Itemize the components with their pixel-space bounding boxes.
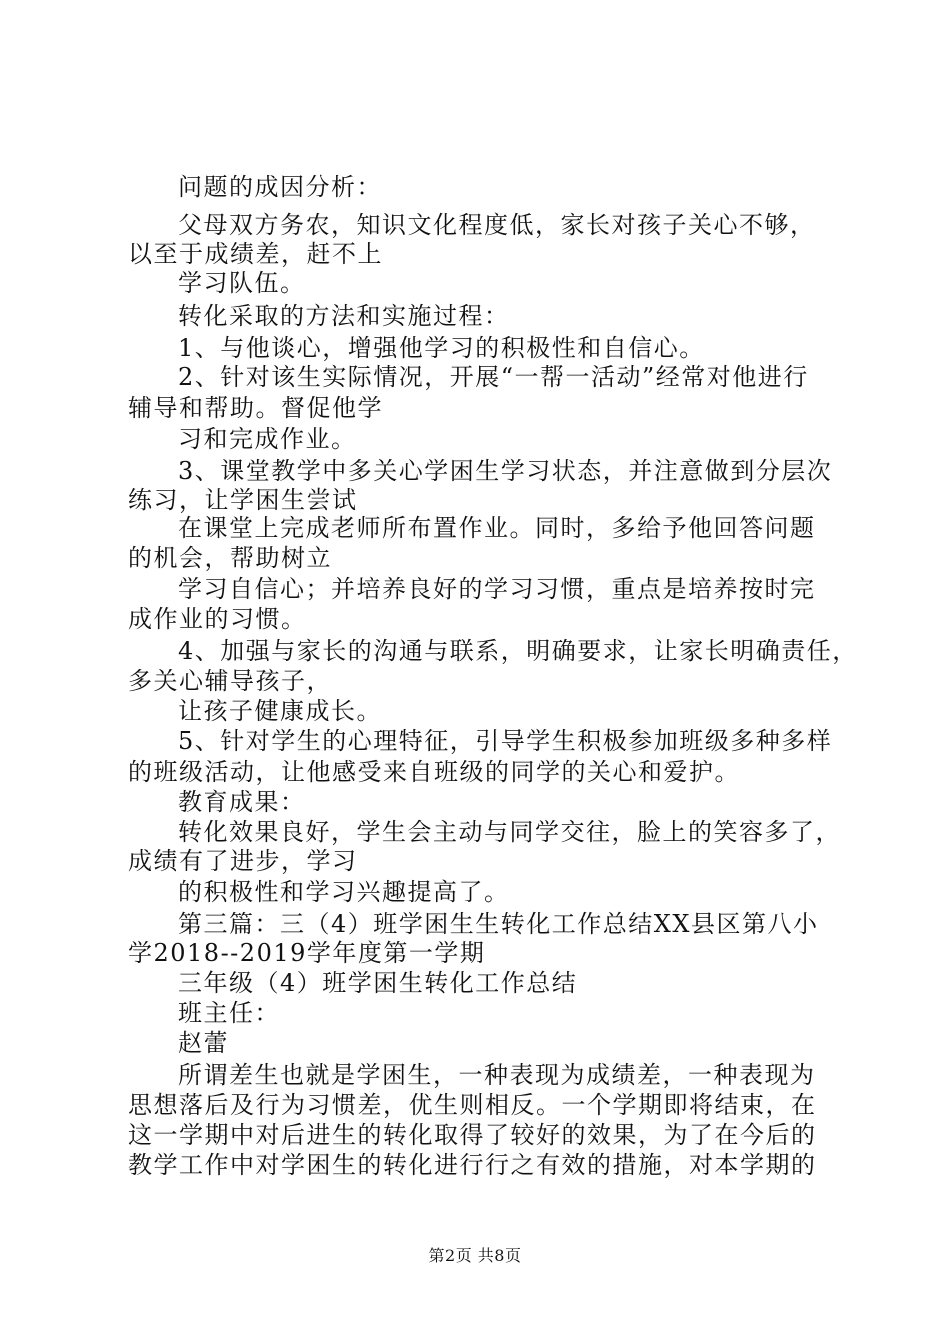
text-line: 以至于成绩差，赶不上 <box>128 240 383 268</box>
text-line: 让孩子健康成长。 <box>178 697 382 725</box>
text-line: 5、针对学生的心理特征，引导学生积极参加班级多种多样 <box>178 727 833 755</box>
text-line: 学习自信心；并培养良好的学习习惯，重点是培养按时完 <box>178 575 816 603</box>
text-line: 习和完成作业。 <box>178 425 357 453</box>
text-line: 教育成果： <box>178 788 306 816</box>
text-line: 的积极性和学习兴趣提高了。 <box>178 878 510 906</box>
text-line: 多关心辅导孩子， <box>128 667 332 695</box>
text-line: 第三篇：三（4）班学困生生转化工作总结XX县区第八小 <box>178 910 819 938</box>
text-line: 转化效果良好，学生会主动与同学交往，脸上的笑容多了， <box>178 818 841 846</box>
text-line: 的班级活动，让他感受来自班级的同学的关心和爱护。 <box>128 758 740 786</box>
text-line: 在课堂上完成老师所布置作业。同时，多给予他回答问题 <box>178 514 816 542</box>
text-line: 赵蕾 <box>178 1029 229 1057</box>
page-footer: 第2页 共8页 <box>428 1246 522 1265</box>
text-line: 教学工作中对学困生的转化进行行之有效的措施，对本学期的 <box>128 1151 817 1179</box>
text-line: 的机会，帮助树立 <box>128 544 332 572</box>
text-line: 思想落后及行为习惯差，优生则相反。一个学期即将结束，在 <box>128 1091 817 1119</box>
text-line: 学2018--2019学年度第一学期 <box>128 939 486 967</box>
text-line: 父母双方务农，知识文化程度低，家长对孩子关心不够， <box>178 211 816 239</box>
text-line: 三年级（4）班学困生转化工作总结 <box>178 969 578 997</box>
text-line: 学习队伍。 <box>178 269 306 297</box>
text-line: 4、加强与家长的沟通与联系，明确要求，让家长明确责任， <box>178 637 858 665</box>
text-line: 成作业的习惯。 <box>128 605 307 633</box>
text-line: 2、针对该生实际情况，开展“一帮一活动”经常对他进行 <box>178 363 809 391</box>
text-line: 这一学期中对后进生的转化取得了较好的效果，为了在今后的 <box>128 1121 817 1149</box>
text-line: 转化采取的方法和实施过程： <box>178 302 510 330</box>
text-line: 问题的成因分析： <box>178 173 382 201</box>
text-line: 辅导和帮助。督促他学 <box>128 394 383 422</box>
text-line: 1、与他谈心，增强他学习的积极性和自信心。 <box>178 334 705 362</box>
text-line: 练习，让学困生尝试 <box>128 486 358 514</box>
text-line: 3、课堂教学中多关心学困生学习状态，并注意做到分层次 <box>178 457 833 485</box>
text-line: 成绩有了进步，学习 <box>128 847 358 875</box>
text-line: 班主任： <box>178 999 280 1027</box>
text-line: 所谓差生也就是学困生，一种表现为成绩差，一种表现为 <box>178 1061 816 1089</box>
